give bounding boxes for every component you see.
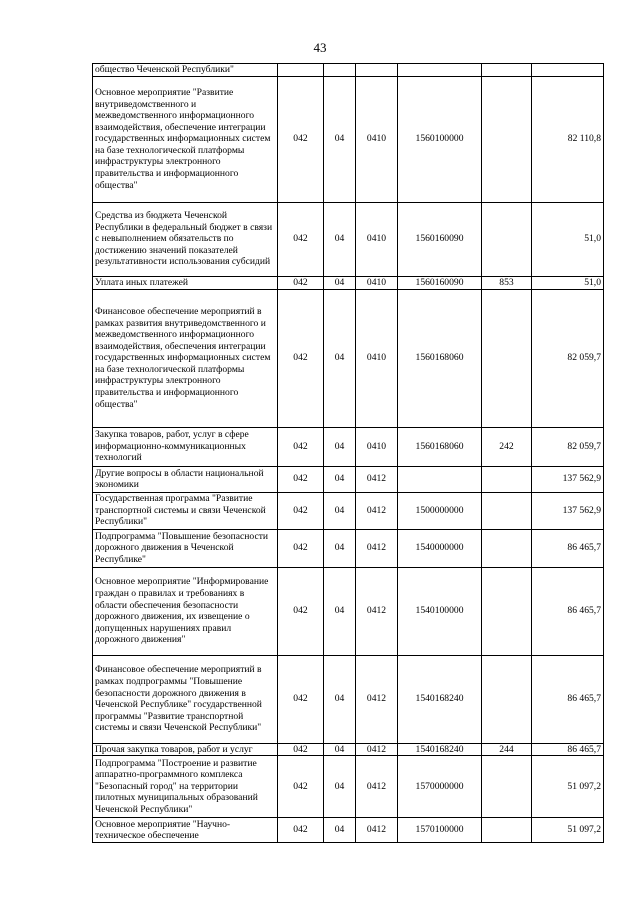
section-code-cell: 04 bbox=[324, 655, 356, 743]
expense-type-code-cell bbox=[482, 76, 532, 202]
row-name-cell: Основное мероприятие "Научно-техническое обеспечение bbox=[93, 818, 278, 843]
section-code-cell: 04 bbox=[324, 289, 356, 427]
table-row bbox=[93, 743, 604, 756]
row-name-cell: Финансовое обеспечение мероприятий в рамках подпрограммы "Повышение безопасности дорожного движения в Чеченской Республике" государственной программы "Развитие транспортной системы и связи Чеченской Республики" bbox=[93, 655, 278, 743]
grbs-code-cell: 042 bbox=[278, 492, 324, 529]
amount-cell: 82 110,8 bbox=[532, 76, 604, 202]
section-code-cell bbox=[324, 64, 356, 77]
grbs-code-cell: 042 bbox=[278, 427, 324, 466]
row-name-cell: Подпрограмма "Повышение безопасности дорожного движения в Чеченской Республике" bbox=[93, 529, 278, 567]
row-name-cell: общество Чеченской Республики" bbox=[93, 64, 278, 77]
target-item-code-cell: 1560100000 bbox=[398, 76, 482, 202]
subsection-code-cell: 0412 bbox=[356, 529, 398, 567]
target-item-code-cell bbox=[398, 466, 482, 492]
subsection-code-cell: 0412 bbox=[356, 818, 398, 843]
subsection-code-cell: 0410 bbox=[356, 76, 398, 202]
expense-type-code-cell: 244 bbox=[482, 743, 532, 756]
amount-cell: 51 097,2 bbox=[532, 756, 604, 818]
table-row bbox=[93, 655, 604, 743]
section-code-cell: 04 bbox=[324, 76, 356, 202]
row-name-cell: Другие вопросы в области национальной экономики bbox=[93, 466, 278, 492]
table-row bbox=[93, 529, 604, 567]
target-item-code-cell: 1570100000 bbox=[398, 818, 482, 843]
target-item-code-cell: 1560168060 bbox=[398, 289, 482, 427]
section-code-cell: 04 bbox=[324, 466, 356, 492]
table-row bbox=[93, 466, 604, 492]
section-code-cell: 04 bbox=[324, 756, 356, 818]
grbs-code-cell: 042 bbox=[278, 756, 324, 818]
subsection-code-cell: 0412 bbox=[356, 655, 398, 743]
row-name-cell: Средства из бюджета Чеченской Республики в федеральный бюджет в связи с невыполнением обязательств по достижению значений показателей результативности использования субсидий bbox=[93, 202, 278, 276]
row-name-cell: Подпрограмма "Построение и развитие аппаратно-программного комплекса "Безопасный город" на территории пилотных муниципальных образований Чеченской Республики" bbox=[93, 756, 278, 818]
amount-cell bbox=[532, 64, 604, 77]
grbs-code-cell: 042 bbox=[278, 276, 324, 289]
row-name-cell: Основное мероприятие "Информирование граждан о правилах и требованиях в области обеспечения безопасности дорожного движения, их извещение о допущенных нарушениях правил дорожного движения" bbox=[93, 567, 278, 655]
table-row bbox=[93, 64, 604, 77]
grbs-code-cell: 042 bbox=[278, 202, 324, 276]
target-item-code-cell: 1540000000 bbox=[398, 529, 482, 567]
page-number: 43 bbox=[313, 40, 327, 55]
grbs-code-cell: 042 bbox=[278, 818, 324, 843]
table-row bbox=[93, 567, 604, 655]
subsection-code-cell: 0412 bbox=[356, 466, 398, 492]
subsection-code-cell: 0412 bbox=[356, 743, 398, 756]
grbs-code-cell: 042 bbox=[278, 289, 324, 427]
row-name-cell: Прочая закупка товаров, работ и услуг bbox=[93, 743, 278, 756]
amount-cell: 86 465,7 bbox=[532, 567, 604, 655]
row-name-cell: Государственная программа "Развитие транспортной системы и связи Чеченской Республики" bbox=[93, 492, 278, 529]
expense-type-code-cell bbox=[482, 492, 532, 529]
amount-cell: 51,0 bbox=[532, 202, 604, 276]
section-code-cell: 04 bbox=[324, 427, 356, 466]
target-item-code-cell: 1570000000 bbox=[398, 756, 482, 818]
section-code-cell: 04 bbox=[324, 818, 356, 843]
target-item-code-cell: 1540100000 bbox=[398, 567, 482, 655]
expense-type-code-cell bbox=[482, 202, 532, 276]
section-code-cell: 04 bbox=[324, 276, 356, 289]
expense-type-code-cell bbox=[482, 818, 532, 843]
amount-cell: 137 562,9 bbox=[532, 492, 604, 529]
grbs-code-cell: 042 bbox=[278, 743, 324, 756]
amount-cell: 86 465,7 bbox=[532, 743, 604, 756]
amount-cell: 82 059,7 bbox=[532, 289, 604, 427]
target-item-code-cell: 1540168240 bbox=[398, 743, 482, 756]
subsection-code-cell: 0410 bbox=[356, 202, 398, 276]
expense-type-code-cell: 242 bbox=[482, 427, 532, 466]
grbs-code-cell: 042 bbox=[278, 567, 324, 655]
expense-type-code-cell bbox=[482, 64, 532, 77]
expense-type-code-cell bbox=[482, 756, 532, 818]
amount-cell: 51 097,2 bbox=[532, 818, 604, 843]
amount-cell: 82 059,7 bbox=[532, 427, 604, 466]
subsection-code-cell: 0410 bbox=[356, 427, 398, 466]
subsection-code-cell: 0412 bbox=[356, 492, 398, 529]
section-code-cell: 04 bbox=[324, 743, 356, 756]
section-code-cell: 04 bbox=[324, 202, 356, 276]
subsection-code-cell bbox=[356, 64, 398, 77]
target-item-code-cell: 1560160090 bbox=[398, 202, 482, 276]
table-row bbox=[93, 427, 604, 466]
table-row bbox=[93, 76, 604, 202]
table-row bbox=[93, 756, 604, 818]
expense-type-code-cell bbox=[482, 289, 532, 427]
section-code-cell: 04 bbox=[324, 567, 356, 655]
budget-table bbox=[92, 63, 604, 843]
table-row bbox=[93, 818, 604, 843]
amount-cell: 86 465,7 bbox=[532, 655, 604, 743]
grbs-code-cell: 042 bbox=[278, 76, 324, 202]
row-name-cell: Уплата иных платежей bbox=[93, 276, 278, 289]
target-item-code-cell: 1500000000 bbox=[398, 492, 482, 529]
row-name-cell: Основное мероприятие "Развитие внутриведомственного и межведомственного информационного взаимодействия, обеспечение интеграции государственных информационных систем на базе технологической платформы инфраструктуры электронного правительства и информационного общества" bbox=[93, 76, 278, 202]
expense-type-code-cell: 853 bbox=[482, 276, 532, 289]
row-name-cell: Финансовое обеспечение мероприятий в рамках развития внутриведомственного и межведомственного информационного взаимодействия, обеспечения интеграции государственных информационных систем на базе технологической платформы инфраструктуры электронного правительства и информационного общества" bbox=[93, 289, 278, 427]
table-row bbox=[93, 202, 604, 276]
section-code-cell: 04 bbox=[324, 492, 356, 529]
target-item-code-cell bbox=[398, 64, 482, 77]
row-name-cell: Закупка товаров, работ, услуг в сфере информационно-коммуникационных технологий bbox=[93, 427, 278, 466]
target-item-code-cell: 1540168240 bbox=[398, 655, 482, 743]
grbs-code-cell bbox=[278, 64, 324, 77]
amount-cell: 137 562,9 bbox=[532, 466, 604, 492]
subsection-code-cell: 0410 bbox=[356, 276, 398, 289]
target-item-code-cell: 1560168060 bbox=[398, 427, 482, 466]
subsection-code-cell: 0410 bbox=[356, 289, 398, 427]
section-code-cell: 04 bbox=[324, 529, 356, 567]
grbs-code-cell: 042 bbox=[278, 529, 324, 567]
amount-cell: 51,0 bbox=[532, 276, 604, 289]
amount-cell: 86 465,7 bbox=[532, 529, 604, 567]
grbs-code-cell: 042 bbox=[278, 655, 324, 743]
table-row bbox=[93, 492, 604, 529]
target-item-code-cell: 1560160090 bbox=[398, 276, 482, 289]
subsection-code-cell: 0412 bbox=[356, 756, 398, 818]
expense-type-code-cell bbox=[482, 567, 532, 655]
expense-type-code-cell bbox=[482, 529, 532, 567]
subsection-code-cell: 0412 bbox=[356, 567, 398, 655]
grbs-code-cell: 042 bbox=[278, 466, 324, 492]
expense-type-code-cell bbox=[482, 466, 532, 492]
table-row bbox=[93, 276, 604, 289]
expense-type-code-cell bbox=[482, 655, 532, 743]
table-row bbox=[93, 289, 604, 427]
